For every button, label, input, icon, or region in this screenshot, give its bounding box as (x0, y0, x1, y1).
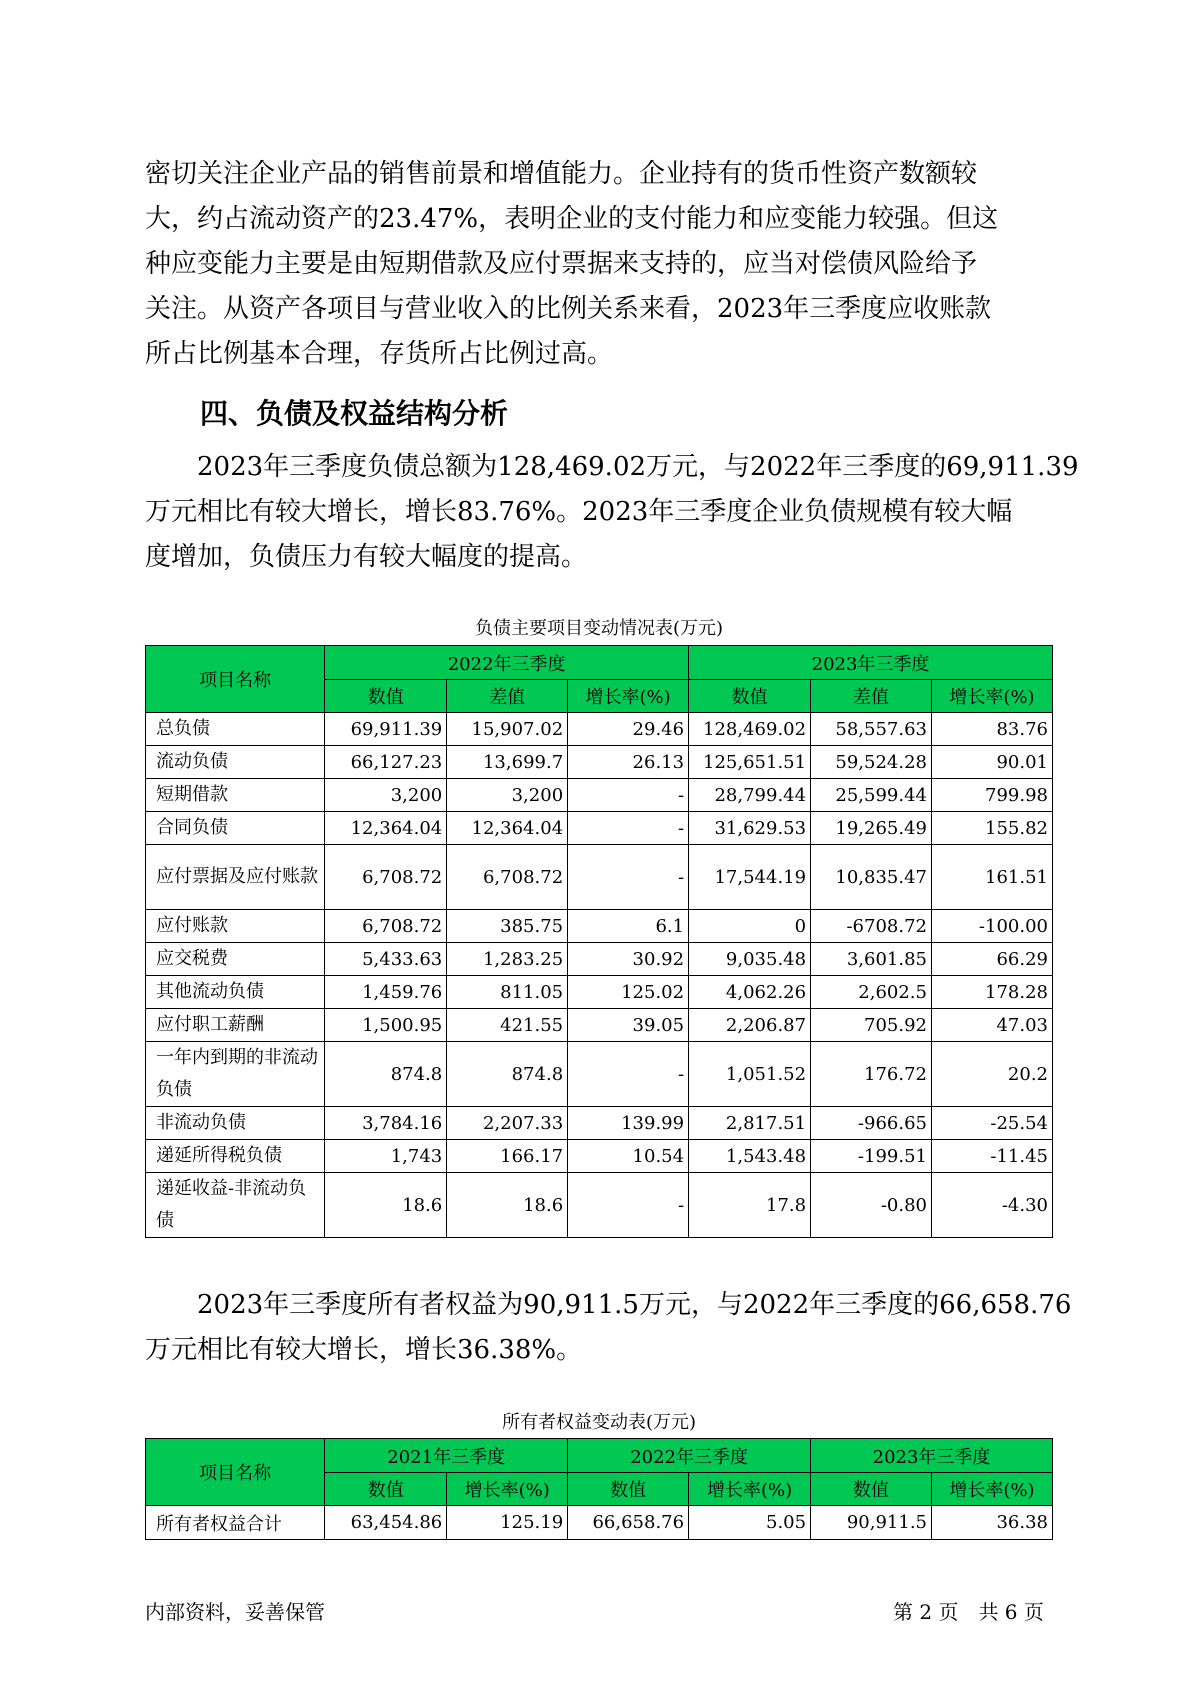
subheader-diff: 差值 (447, 680, 568, 713)
table-cell: 799.98 (932, 779, 1053, 812)
table-cell: 10.54 (568, 1140, 689, 1173)
table-row (146, 1009, 1053, 1042)
header-period: 2021年三季度 (325, 1439, 568, 1473)
table-cell: 1,500.95 (325, 1009, 447, 1042)
paragraph-equity-summary (145, 1283, 1072, 1373)
table-cell: 2,817.51 (689, 1107, 811, 1140)
text-line: 密切关注企业产品的销售前景和增值能力。企业持有的货币性资产数额较 (145, 159, 978, 189)
subheader-growth: 增长率(%) (689, 1473, 811, 1506)
table-cell: 2,207.33 (447, 1107, 568, 1140)
row-label: 短期借款 (146, 779, 325, 812)
table-cell: 1,459.76 (325, 976, 447, 1009)
table-cell: 3,784.16 (325, 1107, 447, 1140)
footer-page-number: 第 2 页 共 6 页 (893, 1600, 1044, 1624)
liability-table (145, 645, 1053, 1238)
subheader-growth: 增长率(%) (447, 1473, 568, 1506)
table-cell: 2,206.87 (689, 1009, 811, 1042)
table-cell: 59,524.28 (811, 746, 932, 779)
table-cell: 90.01 (932, 746, 1053, 779)
row-label: 合同负债 (146, 812, 325, 845)
table-cell: 58,557.63 (811, 713, 932, 746)
table-cell: 1,051.52 (689, 1042, 811, 1107)
footer-confidential-note: 内部资料，妥善保管 (145, 1600, 325, 1624)
subheader-growth: 增长率(%) (932, 680, 1053, 713)
table-row (146, 910, 1053, 943)
header-period: 2023年三季度 (811, 1439, 1053, 1473)
table-cell: 139.99 (568, 1107, 689, 1140)
table-cell: 874.8 (325, 1042, 447, 1107)
table-row (146, 779, 1053, 812)
table-cell: 12,364.04 (325, 812, 447, 845)
table-cell: 125.02 (568, 976, 689, 1009)
table-cell: 1,743 (325, 1140, 447, 1173)
table-cell: 18.6 (447, 1173, 568, 1238)
table-cell: 3,200 (447, 779, 568, 812)
table-row (146, 845, 1053, 910)
table-cell: -6708.72 (811, 910, 932, 943)
subheader-value: 数值 (325, 680, 447, 713)
subheader-diff: 差值 (811, 680, 932, 713)
text-line: 万元相比有较大增长，增长36.38%。 (145, 1335, 583, 1365)
table-cell: 25,599.44 (811, 779, 932, 812)
equity-table (145, 1438, 1053, 1540)
table-cell: 6,708.72 (325, 910, 447, 943)
table-cell: 15,907.02 (447, 713, 568, 746)
table-cell: 28,799.44 (689, 779, 811, 812)
table-cell: 20.2 (932, 1042, 1053, 1107)
table-cell: 36.38 (932, 1506, 1053, 1540)
row-label: 递延所得税负债 (146, 1140, 325, 1173)
table-row (146, 1042, 1053, 1107)
header-item-name: 项目名称 (146, 1439, 325, 1506)
table-row (146, 1506, 1053, 1540)
table-cell: 125.19 (447, 1506, 568, 1540)
text-line: 2023年三季度负债总额为128,469.02万元，与2022年三季度的69,911.39 (145, 452, 1079, 482)
table-cell: 874.8 (447, 1042, 568, 1107)
table-cell: 6.1 (568, 910, 689, 943)
table-cell: -25.54 (932, 1107, 1053, 1140)
table-cell: 19,265.49 (811, 812, 932, 845)
row-label: 总负债 (146, 713, 325, 746)
row-label: 一年内到期的非流动负债 (146, 1042, 325, 1107)
table-cell: -100.00 (932, 910, 1053, 943)
table-cell: 161.51 (932, 845, 1053, 910)
table-row (146, 1173, 1053, 1238)
table-cell: 166.17 (447, 1140, 568, 1173)
text-line: 2023年三季度所有者权益为90,911.5万元，与2022年三季度的66,658.76 (145, 1290, 1072, 1320)
subheader-growth: 增长率(%) (932, 1473, 1053, 1506)
table-cell: 178.28 (932, 976, 1053, 1009)
table-cell: 66.29 (932, 943, 1053, 976)
table-cell: 39.05 (568, 1009, 689, 1042)
table-cell: 0 (689, 910, 811, 943)
table-cell: -11.45 (932, 1140, 1053, 1173)
table-cell: 9,035.48 (689, 943, 811, 976)
table-cell: -199.51 (811, 1140, 932, 1173)
header-period: 2022年三季度 (325, 646, 689, 680)
text-line: 度增加，负债压力有较大幅度的提高。 (145, 542, 588, 572)
text-line: 所占比例基本合理，存货所占比例过高。 (145, 339, 614, 369)
table-cell: 1,543.48 (689, 1140, 811, 1173)
table-cell: - (568, 1173, 689, 1238)
table-cell: 6,708.72 (325, 845, 447, 910)
table-cell: - (568, 845, 689, 910)
table-cell: 18.6 (325, 1173, 447, 1238)
table-cell: 83.76 (932, 713, 1053, 746)
header-period: 2022年三季度 (568, 1439, 811, 1473)
subheader-value: 数值 (689, 680, 811, 713)
table-cell: - (568, 1042, 689, 1107)
text-line: 种应变能力主要是由短期借款及应付票据来支持的，应当对偿债风险给予 (145, 249, 978, 279)
row-label: 应付职工薪酬 (146, 1009, 325, 1042)
table-cell: 30.92 (568, 943, 689, 976)
table-cell: 421.55 (447, 1009, 568, 1042)
table-cell: 5.05 (689, 1506, 811, 1540)
liability-table-body (146, 713, 1053, 1238)
table-row (146, 1140, 1053, 1173)
table-row (146, 812, 1053, 845)
table-cell: 3,601.85 (811, 943, 932, 976)
table-cell: -4.30 (932, 1173, 1053, 1238)
row-label: 其他流动负债 (146, 976, 325, 1009)
table-row (146, 943, 1053, 976)
row-label: 递延收益-非流动负债 (146, 1173, 325, 1238)
text-line: 大，约占流动资产的23.47%，表明企业的支付能力和应变能力较强。但这 (145, 204, 999, 234)
subheader-growth: 增长率(%) (568, 680, 689, 713)
text-line: 关注。从资产各项目与营业收入的比例关系来看，2023年三季度应收账款 (145, 294, 992, 324)
table-cell: 69,911.39 (325, 713, 447, 746)
section-heading: 四、负债及权益结构分析 (200, 397, 509, 430)
row-label: 应付票据及应付账款 (146, 845, 325, 910)
table-cell: 17.8 (689, 1173, 811, 1238)
liability-table-caption: 负债主要项目变动情况表(万元) (474, 618, 724, 639)
paragraph-liability-summary (145, 445, 1079, 580)
table-cell: 47.03 (932, 1009, 1053, 1042)
table-cell: 2,602.5 (811, 976, 932, 1009)
table-cell: 66,658.76 (568, 1506, 689, 1540)
table-cell: 385.75 (447, 910, 568, 943)
table-cell: 3,200 (325, 779, 447, 812)
table-row (146, 976, 1053, 1009)
table-row (146, 1107, 1053, 1140)
row-label: 应付账款 (146, 910, 325, 943)
row-label: 应交税费 (146, 943, 325, 976)
equity-table-body (146, 1506, 1053, 1540)
header-period: 2023年三季度 (689, 646, 1053, 680)
subheader-value: 数值 (568, 1473, 689, 1506)
table-cell: -0.80 (811, 1173, 932, 1238)
table-cell: 31,629.53 (689, 812, 811, 845)
table-cell: - (568, 812, 689, 845)
text-line: 万元相比有较大增长，增长83.76%。2023年三季度企业负债规模有较大幅 (145, 497, 1013, 527)
table-cell: 66,127.23 (325, 746, 447, 779)
table-cell: 811.05 (447, 976, 568, 1009)
table-cell: 12,364.04 (447, 812, 568, 845)
row-label: 非流动负债 (146, 1107, 325, 1140)
table-cell: 29.46 (568, 713, 689, 746)
table-row (146, 746, 1053, 779)
table-cell: 63,454.86 (325, 1506, 447, 1540)
table-cell: 6,708.72 (447, 845, 568, 910)
subheader-value: 数值 (325, 1473, 447, 1506)
table-cell: 13,699.7 (447, 746, 568, 779)
table-cell: 176.72 (811, 1042, 932, 1107)
subheader-value: 数值 (811, 1473, 932, 1506)
table-cell: -966.65 (811, 1107, 932, 1140)
table-cell: 155.82 (932, 812, 1053, 845)
table-cell: - (568, 779, 689, 812)
row-label: 流动负债 (146, 746, 325, 779)
table-cell: 705.92 (811, 1009, 932, 1042)
table-cell: 90,911.5 (811, 1506, 932, 1540)
table-cell: 5,433.63 (325, 943, 447, 976)
equity-table-caption: 所有者权益变动表(万元) (501, 1412, 697, 1433)
table-row (146, 713, 1053, 746)
row-label: 所有者权益合计 (146, 1506, 325, 1540)
table-cell: 1,283.25 (447, 943, 568, 976)
table-cell: 125,651.51 (689, 746, 811, 779)
table-cell: 4,062.26 (689, 976, 811, 1009)
header-item-name: 项目名称 (146, 646, 325, 713)
paragraph-asset-analysis (145, 152, 1045, 377)
table-cell: 128,469.02 (689, 713, 811, 746)
table-cell: 17,544.19 (689, 845, 811, 910)
table-cell: 10,835.47 (811, 845, 932, 910)
table-cell: 26.13 (568, 746, 689, 779)
